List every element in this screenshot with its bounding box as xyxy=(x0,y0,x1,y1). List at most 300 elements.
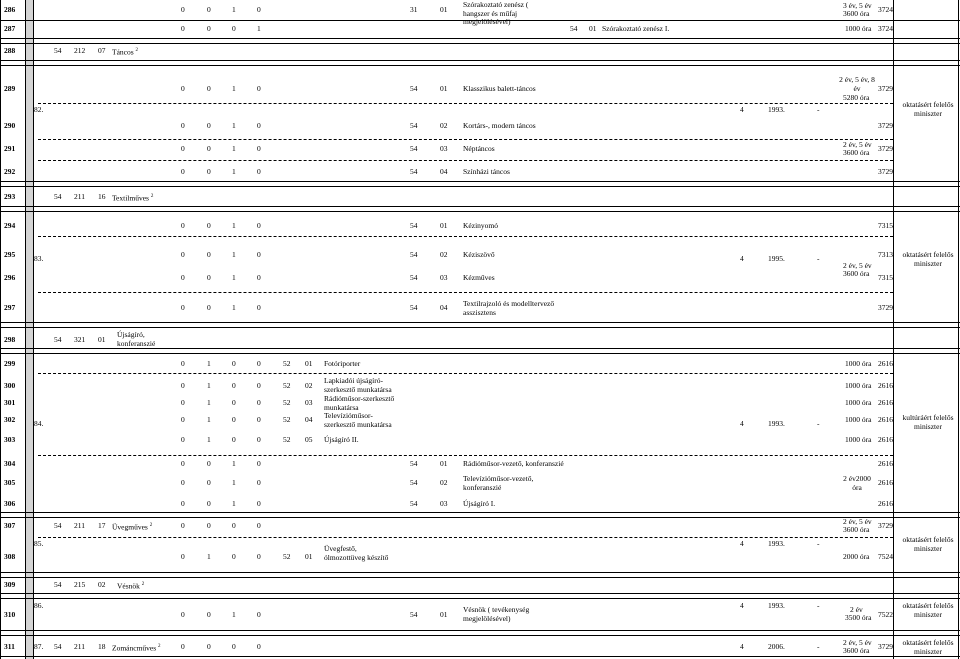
training-years: 4 xyxy=(740,105,744,114)
feor-code: 2616 xyxy=(878,415,893,424)
code-part: 54 xyxy=(410,303,418,312)
row-number: 299 xyxy=(4,359,16,368)
code-part: 01 xyxy=(440,5,448,14)
code-part: 321 xyxy=(74,335,86,344)
code-part: 212 xyxy=(74,46,86,55)
footnote-mark: 2 xyxy=(141,582,145,587)
code-part: 54 xyxy=(410,121,418,130)
feor-code: 3729 xyxy=(878,84,893,93)
training-hours: 3600 óra xyxy=(843,525,870,534)
digit: 1 xyxy=(232,478,236,487)
code-part: 05 xyxy=(305,435,313,444)
training-years: 4 xyxy=(740,539,744,548)
feor-code: 3729 xyxy=(878,144,893,153)
digit: 1 xyxy=(232,250,236,259)
code-part: 01 xyxy=(440,84,448,93)
digit: 0 xyxy=(181,121,185,130)
digit: 0 xyxy=(257,398,261,407)
digit: 0 xyxy=(181,250,185,259)
code-part: 01 xyxy=(305,359,313,368)
training-hours: 1000 óra xyxy=(845,381,872,390)
dash: - xyxy=(817,105,820,114)
digit: 0 xyxy=(207,478,211,487)
row-number: 297 xyxy=(4,303,16,312)
code-part: 54 xyxy=(410,144,418,153)
digit: 0 xyxy=(257,521,261,530)
feor-code: 2616 xyxy=(878,499,893,508)
row-number: 295 xyxy=(4,250,16,259)
digit: 1 xyxy=(232,121,236,130)
code-part: 01 xyxy=(440,459,448,468)
digit: 0 xyxy=(181,303,185,312)
digit: 0 xyxy=(257,552,261,561)
code-part: 04 xyxy=(440,167,448,176)
digit: 0 xyxy=(257,303,261,312)
qualification-name: Kéziszövő xyxy=(463,250,495,259)
digit: 0 xyxy=(207,144,211,153)
row-number: 296 xyxy=(4,273,16,282)
dashed-separator xyxy=(38,103,893,104)
code-part: 01 xyxy=(440,610,448,619)
digit: 0 xyxy=(257,610,261,619)
feor-code: 3729 xyxy=(878,167,893,176)
digit: 0 xyxy=(181,24,185,33)
digit: 1 xyxy=(232,610,236,619)
digit: 0 xyxy=(257,642,261,651)
digit: 0 xyxy=(181,459,185,468)
feor-code: 3729 xyxy=(878,121,893,130)
code-part: 03 xyxy=(305,398,313,407)
training-duration: 2 év, 5 év xyxy=(843,638,872,647)
digit: 0 xyxy=(181,642,185,651)
column-separator xyxy=(893,0,894,659)
code-part: 54 xyxy=(410,221,418,230)
digit: 0 xyxy=(232,435,236,444)
qualification-name: Kézműves xyxy=(463,273,495,282)
row-separator xyxy=(0,577,960,578)
row-separator xyxy=(0,60,960,61)
row-number: 302 xyxy=(4,415,16,424)
digit: 0 xyxy=(207,273,211,282)
digit: 0 xyxy=(257,381,261,390)
qualification-name: Televízióműsor-szerkesztő munkatársa xyxy=(324,411,392,429)
qualification-name: Kézinyomó xyxy=(463,221,498,230)
code-part: 31 xyxy=(410,5,418,14)
qualification-name: Üvegfestő, ólmozottüveg készítő xyxy=(324,544,389,562)
column-separator xyxy=(33,0,34,659)
sequence-number: 82. xyxy=(34,105,44,114)
dashed-separator xyxy=(38,139,893,140)
row-separator xyxy=(0,630,960,631)
training-hours: 1000 óra xyxy=(845,398,872,407)
feor-code: 2616 xyxy=(878,435,893,444)
code-part: 54 xyxy=(410,273,418,282)
dashed-separator xyxy=(38,236,893,237)
code-part: 54 xyxy=(410,167,418,176)
dashed-separator xyxy=(38,455,893,456)
digit: 0 xyxy=(181,610,185,619)
training-hours: 3500 óra xyxy=(845,613,872,622)
row-separator xyxy=(0,181,960,182)
gray-column-band xyxy=(26,0,33,659)
row-number: 292 xyxy=(4,167,16,176)
digit: 0 xyxy=(207,610,211,619)
code-part: 18 xyxy=(98,642,106,651)
digit: 0 xyxy=(257,435,261,444)
qualification-name: Lapkiadói újságíró-szerkesztő munkatársa xyxy=(324,376,392,394)
row-number: 290 xyxy=(4,121,16,130)
column-separator xyxy=(25,0,26,659)
code-part: 54 xyxy=(410,84,418,93)
dashed-separator xyxy=(38,373,893,374)
digit: 0 xyxy=(232,642,236,651)
qualification-name: Színházi táncos xyxy=(463,167,510,176)
qualification-name: Újságíró I. xyxy=(463,499,496,508)
training-hours: 3600 óra xyxy=(843,646,870,655)
training-duration: 2 év, 5 év, 8 év xyxy=(839,75,875,93)
qualification-name: Televízióműsor-vezető, konferanszié xyxy=(463,474,534,492)
digit: 0 xyxy=(257,167,261,176)
digit: 0 xyxy=(232,24,236,33)
code-part: 54 xyxy=(410,499,418,508)
digit: 0 xyxy=(181,435,185,444)
issue-year: 1993. xyxy=(768,419,785,428)
training-duration: 2 év, 5 év xyxy=(843,261,872,270)
digit: 0 xyxy=(257,459,261,468)
row-separator xyxy=(0,656,960,657)
row-separator xyxy=(0,65,960,66)
digit: 1 xyxy=(232,273,236,282)
column-separator xyxy=(0,0,1,659)
row-separator xyxy=(0,353,960,354)
row-separator xyxy=(0,211,960,212)
digit: 0 xyxy=(181,144,185,153)
training-years: 4 xyxy=(740,601,744,610)
row-number: 308 xyxy=(4,552,16,561)
code-part: 17 xyxy=(98,521,106,530)
training-duration: 2 év, 5 év xyxy=(843,517,872,526)
training-hours: 5280 óra xyxy=(843,93,870,102)
digit: 1 xyxy=(207,435,211,444)
responsible-minister: oktatásért felelős miniszter xyxy=(902,535,954,553)
code-part: 01 xyxy=(305,552,313,561)
code-part: 54 xyxy=(54,192,62,201)
dash: - xyxy=(817,601,820,610)
issue-year: 2006. xyxy=(768,642,785,651)
digit: 0 xyxy=(207,121,211,130)
digit: 0 xyxy=(207,459,211,468)
code-part: 54 xyxy=(54,642,62,651)
footnote-mark: 2 xyxy=(135,48,139,53)
feor-code: 7522 xyxy=(878,610,893,619)
code-part: 54 xyxy=(410,250,418,259)
training-duration: 2 év2000 óra xyxy=(843,474,871,492)
code-part: 02 xyxy=(98,580,106,589)
training-hours: 3600 óra xyxy=(843,148,870,157)
row-number: 288 xyxy=(4,46,16,55)
dashed-separator xyxy=(38,537,893,538)
digit: 1 xyxy=(232,5,236,14)
footnote-mark: 2 xyxy=(150,194,154,199)
sequence-number: 87. xyxy=(34,642,44,651)
digit: 0 xyxy=(207,250,211,259)
digit: 1 xyxy=(232,499,236,508)
row-separator xyxy=(0,635,960,636)
code-part: 01 xyxy=(98,335,106,344)
row-number: 305 xyxy=(4,478,16,487)
digit: 0 xyxy=(207,221,211,230)
code-part: 52 xyxy=(283,552,291,561)
issue-year: 1995. xyxy=(768,254,785,263)
sequence-number: 85. xyxy=(34,539,44,548)
code-part: 211 xyxy=(74,521,85,530)
qualification-name: Rádióműsor-szerkesztő munkatársa xyxy=(324,394,395,412)
footnote-mark: 2 xyxy=(158,644,161,649)
code-part: 52 xyxy=(283,359,291,368)
digit: 1 xyxy=(232,84,236,93)
row-number: 304 xyxy=(4,459,16,468)
row-separator xyxy=(0,593,960,594)
row-separator xyxy=(0,348,960,349)
feor-code: 2616 xyxy=(878,398,893,407)
digit: 0 xyxy=(207,642,211,651)
training-duration: 3 év, 5 év xyxy=(843,1,872,10)
row-separator xyxy=(0,572,960,573)
issue-year: 1993. xyxy=(768,601,785,610)
issue-year: 1993. xyxy=(768,105,785,114)
digit: 1 xyxy=(207,359,211,368)
feor-code: 2616 xyxy=(878,381,893,390)
digit: 1 xyxy=(232,144,236,153)
digit: 0 xyxy=(207,303,211,312)
row-number: 293 xyxy=(4,192,16,201)
code-part: 54 xyxy=(54,580,62,589)
qualification-name: Újságíró, konferanszié xyxy=(117,330,156,348)
code-part: 02 xyxy=(440,121,448,130)
column-separator xyxy=(958,0,959,659)
row-number: 301 xyxy=(4,398,16,407)
row-separator xyxy=(0,43,960,44)
code-part: 54 xyxy=(54,335,62,344)
code-part: 54 xyxy=(410,610,418,619)
digit: 0 xyxy=(181,415,185,424)
digit: 0 xyxy=(181,167,185,176)
row-number: 291 xyxy=(4,144,16,153)
dashed-separator xyxy=(38,160,893,161)
qualification-name: Textilrajzoló és modelltervező asszisztens xyxy=(463,299,555,317)
digit: 0 xyxy=(257,221,261,230)
digit: 0 xyxy=(257,250,261,259)
digit: 0 xyxy=(257,359,261,368)
digit: 0 xyxy=(181,5,185,14)
digit: 0 xyxy=(257,144,261,153)
digit: 1 xyxy=(207,381,211,390)
digit: 0 xyxy=(207,5,211,14)
row-number: 307 xyxy=(4,521,16,530)
dash: - xyxy=(817,642,820,651)
dashed-separator xyxy=(38,292,893,293)
row-separator xyxy=(0,327,960,328)
dash: - xyxy=(817,419,820,428)
digit: 0 xyxy=(181,359,185,368)
qualification-name: Újságíró II. xyxy=(324,435,359,444)
qualification-name: Néptáncos xyxy=(463,144,495,153)
feor-code: 2616 xyxy=(878,459,893,468)
code-part: 03 xyxy=(440,499,448,508)
code-part: 02 xyxy=(440,478,448,487)
digit: 1 xyxy=(232,221,236,230)
digit: 1 xyxy=(207,552,211,561)
row-number: 286 xyxy=(4,5,16,14)
code-part: 07 xyxy=(98,46,106,55)
digit: 1 xyxy=(232,459,236,468)
feor-code: 3724 xyxy=(878,5,893,14)
digit: 0 xyxy=(181,398,185,407)
digit: 0 xyxy=(207,84,211,93)
digit: 0 xyxy=(181,499,185,508)
digit: 0 xyxy=(181,521,185,530)
code-part: 54 xyxy=(54,46,62,55)
row-number: 294 xyxy=(4,221,16,230)
digit: 1 xyxy=(232,303,236,312)
qualification-name: Vésnök $^2$ xyxy=(117,581,145,591)
digit: 1 xyxy=(257,24,261,33)
qualification-name: Szórakoztató zenész ( hangszer és műfaj megjelölésével) xyxy=(463,0,529,26)
row-number: 287 xyxy=(4,24,16,33)
training-hours: 1000 óra xyxy=(845,359,872,368)
responsible-minister: oktatásért felelős miniszter xyxy=(902,100,954,118)
feor-code: 7524 xyxy=(878,552,893,561)
digit: 0 xyxy=(232,359,236,368)
code-part: 215 xyxy=(74,580,86,589)
row-number: 289 xyxy=(4,84,16,93)
row-number: 311 xyxy=(4,642,15,651)
feor-code: 7315 xyxy=(878,273,893,282)
training-hours: 3600 óra xyxy=(843,9,870,18)
digit: 0 xyxy=(181,221,185,230)
issue-year: 1993. xyxy=(768,539,785,548)
qualification-name: Vésnök ( tevékenység megjelölésével) xyxy=(463,605,530,623)
training-years: 4 xyxy=(740,254,744,263)
training-hours: 2000 óra xyxy=(843,552,870,561)
row-number: 309 xyxy=(4,580,16,589)
responsible-minister: oktatásért felelős miniszter xyxy=(902,638,954,656)
responsible-minister: oktatásért felelős miniszter xyxy=(902,601,954,619)
digit: 0 xyxy=(257,84,261,93)
digit: 1 xyxy=(207,415,211,424)
row-number: 303 xyxy=(4,435,16,444)
training-duration: 2 év xyxy=(850,605,863,614)
row-number: 306 xyxy=(4,499,16,508)
digit: 0 xyxy=(207,521,211,530)
code-part: 211 xyxy=(74,192,85,201)
digit: 0 xyxy=(257,499,261,508)
code-part: 211 xyxy=(74,642,85,651)
qualification-name: Textilműves $^2$ xyxy=(112,193,154,203)
responsible-minister: oktatásért felelős miniszter xyxy=(902,250,954,268)
qualification-name: Zománcműves $^2$ xyxy=(112,643,161,653)
feor-code: 7315 xyxy=(878,221,893,230)
footnote-mark: 2 xyxy=(149,523,153,528)
digit: 1 xyxy=(232,167,236,176)
row-separator xyxy=(0,598,960,599)
row-separator xyxy=(0,322,960,323)
digit: 0 xyxy=(181,84,185,93)
code-part: 52 xyxy=(283,415,291,424)
code-part: 52 xyxy=(283,435,291,444)
row-number: 310 xyxy=(4,610,16,619)
digit: 0 xyxy=(207,167,211,176)
digit: 0 xyxy=(232,552,236,561)
row-separator xyxy=(0,206,960,207)
training-hours: 3600 óra xyxy=(843,269,870,278)
row-separator xyxy=(0,517,960,518)
code-part: 04 xyxy=(440,303,448,312)
digit: 1 xyxy=(207,398,211,407)
training-hours: 1000 óra xyxy=(845,24,872,33)
code-part: 04 xyxy=(305,415,313,424)
sequence-number: 84. xyxy=(34,419,44,428)
qualification-name: Kortárs-, modern táncos xyxy=(463,121,536,130)
digit: 0 xyxy=(232,521,236,530)
qualification-name: Rádióműsor-vezető, konferanszié xyxy=(463,459,564,468)
digit: 0 xyxy=(257,121,261,130)
sequence-number: 86. xyxy=(34,601,44,610)
code-part: 03 xyxy=(440,144,448,153)
digit: 0 xyxy=(181,273,185,282)
feor-code: 3729 xyxy=(878,642,893,651)
sequence-number: 83. xyxy=(34,254,44,263)
qualification-name: Klasszikus balett-táncos xyxy=(463,84,536,93)
digit: 0 xyxy=(257,5,261,14)
dash: - xyxy=(817,254,820,263)
digit: 0 xyxy=(257,478,261,487)
code-part: 02 xyxy=(440,250,448,259)
row-separator xyxy=(0,186,960,187)
code-part: 52 xyxy=(283,398,291,407)
digit: 0 xyxy=(232,415,236,424)
training-hours: 1000 óra xyxy=(845,435,872,444)
digit: 0 xyxy=(181,478,185,487)
qualification-name: Üvegműves $^2$ xyxy=(112,522,153,532)
code-part: 01 xyxy=(589,24,597,33)
digit: 0 xyxy=(207,24,211,33)
digit: 0 xyxy=(232,381,236,390)
feor-code: 2616 xyxy=(878,478,893,487)
digit: 0 xyxy=(257,273,261,282)
qualification-name: Táncos $^2$ xyxy=(112,47,139,57)
code-part: 03 xyxy=(440,273,448,282)
feor-code: 7313 xyxy=(878,250,893,259)
training-hours: 1000 óra xyxy=(845,415,872,424)
digit: 0 xyxy=(207,499,211,508)
code-part: 54 xyxy=(570,24,578,33)
row-separator xyxy=(0,38,960,39)
code-part: 54 xyxy=(410,478,418,487)
feor-code: 3724 xyxy=(878,24,893,33)
feor-code: 3729 xyxy=(878,521,893,530)
training-years: 4 xyxy=(740,419,744,428)
qualification-name: Fotóriporter xyxy=(324,359,361,368)
code-part: 54 xyxy=(410,459,418,468)
training-duration: 2 év, 5 év xyxy=(843,140,872,149)
qualification-name: Szórakoztató zenész I. xyxy=(602,24,670,33)
training-years: 4 xyxy=(740,642,744,651)
code-part: 52 xyxy=(283,381,291,390)
digit: 0 xyxy=(181,381,185,390)
code-part: 02 xyxy=(305,381,313,390)
row-number: 298 xyxy=(4,335,16,344)
